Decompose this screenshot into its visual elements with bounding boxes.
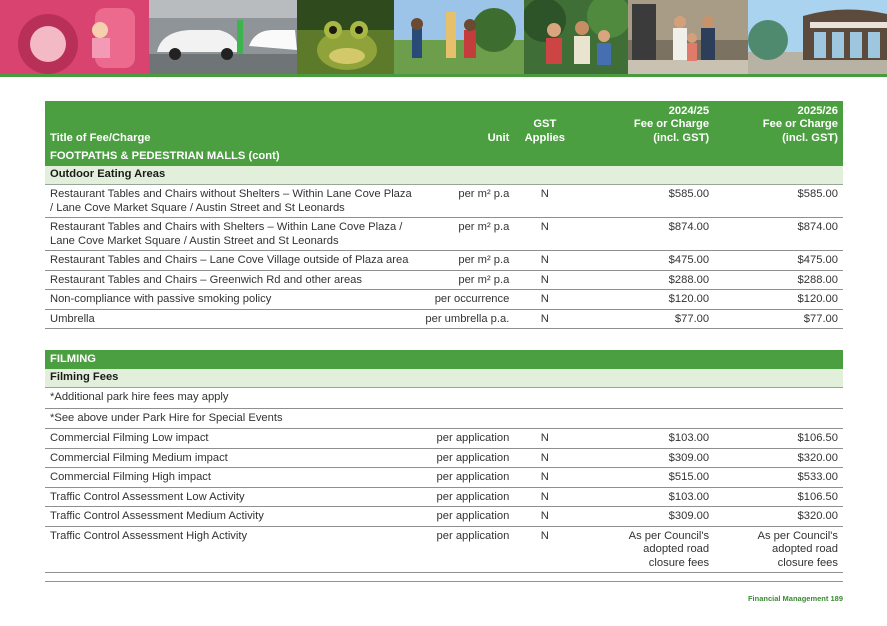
table-row: [45, 487, 843, 507]
fee-gst: N: [514, 185, 575, 218]
banner-photo-frog: [297, 0, 394, 74]
fee-unit: per m² p.a: [420, 185, 514, 218]
banner-photo-electric-cars: [149, 0, 297, 74]
section-row-filming: [45, 350, 843, 369]
fee-2025-26: $120.00: [714, 290, 843, 310]
fee-2025-26: $585.00: [714, 185, 843, 218]
fee-gst: N: [514, 290, 575, 310]
banner-photo-children-play: [0, 0, 149, 74]
fee-title: Commercial Filming Low impact: [45, 429, 420, 449]
fee-gst: N: [514, 218, 575, 251]
section-spacer: [45, 329, 843, 351]
fee-unit: per application: [420, 468, 514, 488]
fee-2024-25: $309.00: [575, 507, 714, 527]
header-fee-2024-25: 2024/25 Fee or Charge (incl. GST): [575, 101, 714, 147]
fee-title: Umbrella: [45, 309, 420, 329]
fee-unit: per m² p.a: [420, 251, 514, 271]
subsection-row-outdoor-eating: [45, 166, 843, 185]
fee-2025-26: As per Council's adopted road closure fees: [714, 526, 843, 573]
fee-2024-25: $309.00: [575, 448, 714, 468]
fee-unit: per application: [420, 429, 514, 449]
banner-rule: [0, 74, 887, 77]
table-row: [45, 309, 843, 329]
table-row: [45, 429, 843, 449]
fee-gst: N: [514, 526, 575, 573]
bottom-rule: [45, 581, 843, 582]
fee-unit: per application: [420, 526, 514, 573]
table-row: [45, 218, 843, 251]
fee-2024-25: $103.00: [575, 429, 714, 449]
table-header-row: [45, 101, 843, 147]
subsection-heading: Outdoor Eating Areas: [45, 166, 843, 185]
fee-2025-26: $77.00: [714, 309, 843, 329]
fee-title: Commercial Filming High impact: [45, 468, 420, 488]
banner-photo-park-family: [394, 0, 524, 74]
subsection-heading: Filming Fees: [45, 369, 843, 388]
note-row: [45, 408, 843, 429]
banner-photo-street-walk: [628, 0, 748, 74]
fee-2024-25: $585.00: [575, 185, 714, 218]
note-text: *Additional park hire fees may apply: [45, 388, 843, 409]
section-heading: FILMING: [45, 350, 843, 369]
banner-photo-garden-group: [524, 0, 628, 74]
note-text: *See above under Park Hire for Special Events: [45, 408, 843, 429]
fee-2025-26: $874.00: [714, 218, 843, 251]
fee-unit: per application: [420, 507, 514, 527]
fee-unit: per occurrence: [420, 290, 514, 310]
fee-2025-26: $320.00: [714, 507, 843, 527]
fee-title: Traffic Control Assessment Low Activity: [45, 487, 420, 507]
fee-2024-25: $515.00: [575, 468, 714, 488]
fee-2025-26: $106.50: [714, 487, 843, 507]
fee-2025-26: $475.00: [714, 251, 843, 271]
fee-title: Commercial Filming Medium impact: [45, 448, 420, 468]
table-row: [45, 526, 843, 573]
fee-unit: per application: [420, 448, 514, 468]
header-fee-2025-26: 2025/26 Fee or Charge (incl. GST): [714, 101, 843, 147]
fee-gst: N: [514, 270, 575, 290]
fee-title: Traffic Control Assessment High Activity: [45, 526, 420, 573]
header-title: Title of Fee/Charge: [45, 101, 420, 147]
fee-gst: N: [514, 251, 575, 271]
banner-photo-plaza-building: [748, 0, 887, 74]
fee-unit: per application: [420, 487, 514, 507]
fee-unit: per m² p.a: [420, 270, 514, 290]
fee-title: Traffic Control Assessment Medium Activity: [45, 507, 420, 527]
section-row-footpaths: [45, 147, 843, 166]
fee-gst: N: [514, 309, 575, 329]
fee-gst: N: [514, 448, 575, 468]
fee-2024-25: $77.00: [575, 309, 714, 329]
fee-title: Restaurant Tables and Chairs with Shelters – Within Lane Cove Plaza / Lane Cove Market Square / Austin Street and St Leonards: [45, 218, 420, 251]
subsection-row-filming-fees: [45, 369, 843, 388]
fee-gst: N: [514, 507, 575, 527]
fee-gst: N: [514, 468, 575, 488]
fee-2025-26: $288.00: [714, 270, 843, 290]
fee-2024-25: $120.00: [575, 290, 714, 310]
table-row: [45, 251, 843, 271]
banner: [0, 0, 887, 74]
fee-gst: N: [514, 429, 575, 449]
fee-title: Non-compliance with passive smoking policy: [45, 290, 420, 310]
fee-title: Restaurant Tables and Chairs – Lane Cove Village outside of Plaza area: [45, 251, 420, 271]
fee-table: [45, 101, 843, 573]
table-row: [45, 270, 843, 290]
fee-2024-25: As per Council's adopted road closure fees: [575, 526, 714, 573]
fee-2025-26: $106.50: [714, 429, 843, 449]
note-row: [45, 388, 843, 409]
fee-title: Restaurant Tables and Chairs without Shelters – Within Lane Cove Plaza / Lane Cove Market Square / Austin Street and St Leonards: [45, 185, 420, 218]
fee-title: Restaurant Tables and Chairs – Greenwich Rd and other areas: [45, 270, 420, 290]
fee-2025-26: $533.00: [714, 468, 843, 488]
fee-2024-25: $874.00: [575, 218, 714, 251]
table-row: [45, 468, 843, 488]
fee-2024-25: $103.00: [575, 487, 714, 507]
fee-2024-25: $475.00: [575, 251, 714, 271]
table-row: [45, 185, 843, 218]
table-row: [45, 290, 843, 310]
fee-2025-26: $320.00: [714, 448, 843, 468]
header-gst: GST Applies: [514, 101, 575, 147]
fee-unit: per umbrella p.a.: [420, 309, 514, 329]
fee-gst: N: [514, 487, 575, 507]
fee-2024-25: $288.00: [575, 270, 714, 290]
page-footer: Financial Management 189: [747, 594, 843, 603]
section-heading: FOOTPATHS & PEDESTRIAN MALLS (cont): [45, 147, 843, 166]
table-row: [45, 507, 843, 527]
table-row: [45, 448, 843, 468]
header-unit: Unit: [420, 101, 514, 147]
fee-unit: per m² p.a: [420, 218, 514, 251]
